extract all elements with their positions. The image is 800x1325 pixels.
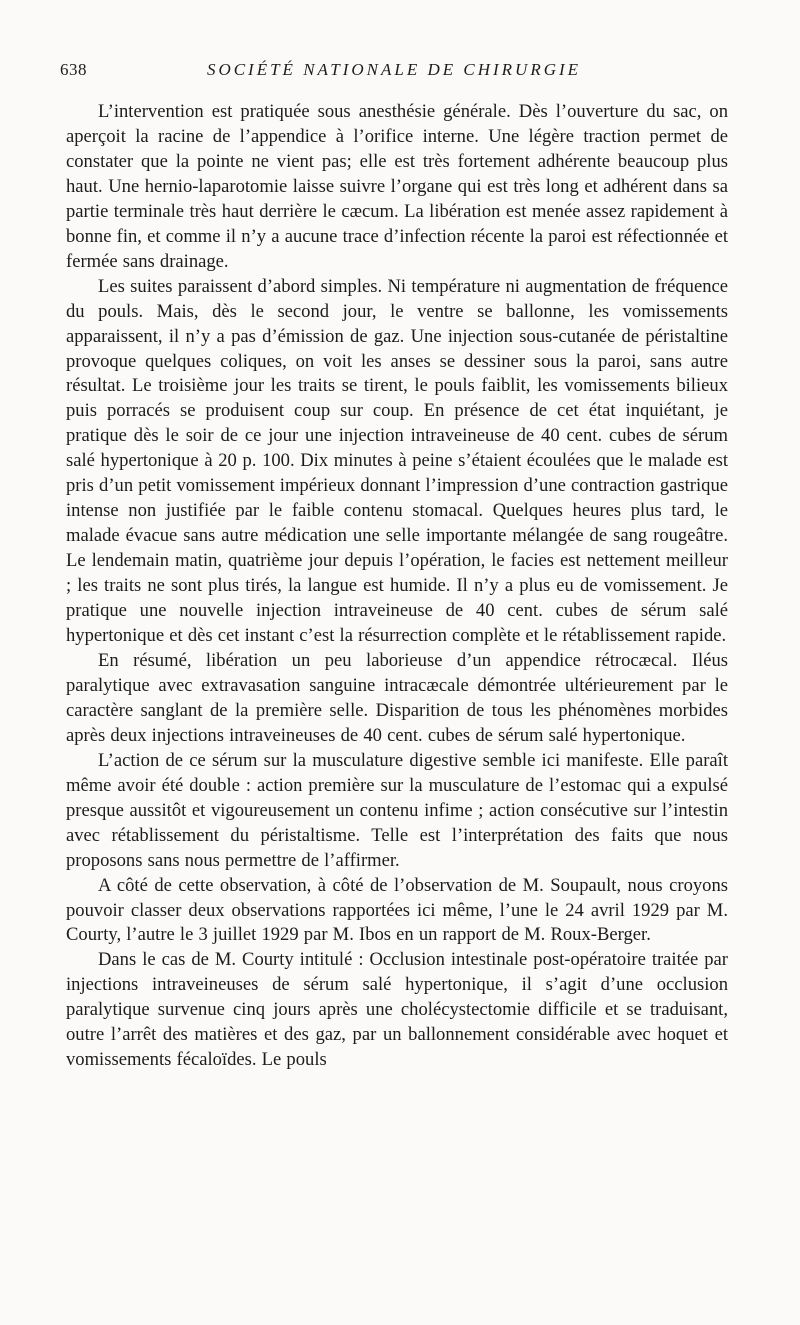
paragraph-resume: En résumé, libération un peu laborieuse d’un appendice rétrocæcal. Iléus paralytique avec extravasation sanguine intracæcale démontrée ultérieurement par le caractère sanglant de la première selle. Disparition de tous les phénomènes morbides après deux injections intraveineuses de 40 cent. cubes de sérum salé hypertonique. bbox=[66, 649, 728, 746]
running-header bbox=[60, 60, 728, 86]
paragraph-cas-courty: Dans le cas de M. Courty intitulé : Occlusion intestinale post-opératoire traitée par injections intraveineuses de sérum salé hypertonique, il s’agit d’une occlusion paralytique survenue cinq jours après une cholécystectomie difficile et se traduisant, outre l’arrêt des matières et des gaz, par un ballonnement considérable avec hoquet et vomissements fécaloïdes. Le pouls bbox=[66, 949, 728, 1071]
paragraph-observations: A côté de cette observation, à côté de l’observation de M. Soupault, nous croyons pouvoir classer deux observations rapportées ici même, l’une le 24 avril 1929 par M. Courty, l’autre le 3 juillet 1929 par M. Ibos en un rapport de M. Roux-Berger. bbox=[66, 874, 728, 946]
paragraph-action-serum: L’action de ce sérum sur la musculature digestive semble ici manifeste. Elle paraît même avoir été double : action première sur la musculature de l’estomac qui a expulsé presque aussitôt et vigoureusement un contenu infime ; action consécutive sur l’intestin avec rétablissement du péristaltisme. Telle est l’interprétation des faits que nous proposons sans nous permettre de l’affirmer. bbox=[66, 749, 728, 871]
journal-title: SOCIÉTÉ NATIONALE DE CHIRURGIE bbox=[206, 60, 582, 79]
page-number: 638 bbox=[60, 60, 87, 79]
paragraph-intervention: L’intervention est pratiquée sous anesthésie générale. Dès l’ouverture du sac, on aperçoit la racine de l’appendice à l’orifice interne. Une légère traction permet de constater que la pointe ne vient pas; elle est très fortement adhérente beaucoup plus haut. Une hernio-laparotomie laisse suivre l’organe qui est très long et adhérent dans sa partie terminale très haut derrière le cæcum. La libération est menée assez rapidement à bonne fin, et comme il n’y a aucune trace d’infection récente la paroi est réfectionnée et fermée sans drainage. bbox=[66, 101, 728, 272]
body-text bbox=[66, 100, 728, 1073]
paragraph-suites: Les suites paraissent d’abord simples. Ni température ni augmentation de fréquence du pouls. Mais, dès le second jour, le ventre se ballonne, les vomissements apparaissent, il n’y a pas d’émission de gaz. Une injection sous-cutanée de péristaltine provoque quelques coliques, on voit les anses se dessiner sous la paroi, sans autre résultat. Le troisième jour les traits se tirent, le pouls faiblit, les vomissements bilieux puis porracés se produisent coup sur coup. En présence de cet état inquiétant, je pratique dès le soir de ce jour une injection intraveineuse de 40 cent. cubes de sérum salé hypertonique à 20 p. 100. Dix minutes à peine s’étaient écoulées que le malade est pris d’un petit vomissement impérieux donnant l’impression d’une contraction gastrique intense non justifiée par le faible contenu stomacal. Quelques heures plus tard, le malade évacue sans autre médication une selle importante mélangée de sang rougeâtre. Le lendemain matin, quatrième jour depuis l’opération, le facies est nettement meilleur ; les traits ne sont plus tirés, la langue est humide. Il n’y a plus eu de vomissement. Je pratique une nouvelle injection intraveineuse de 40 cent. cubes de sérum salé hypertonique et dès cet instant c’est la résurrection complète et le rétablissement rapide. bbox=[66, 275, 728, 647]
